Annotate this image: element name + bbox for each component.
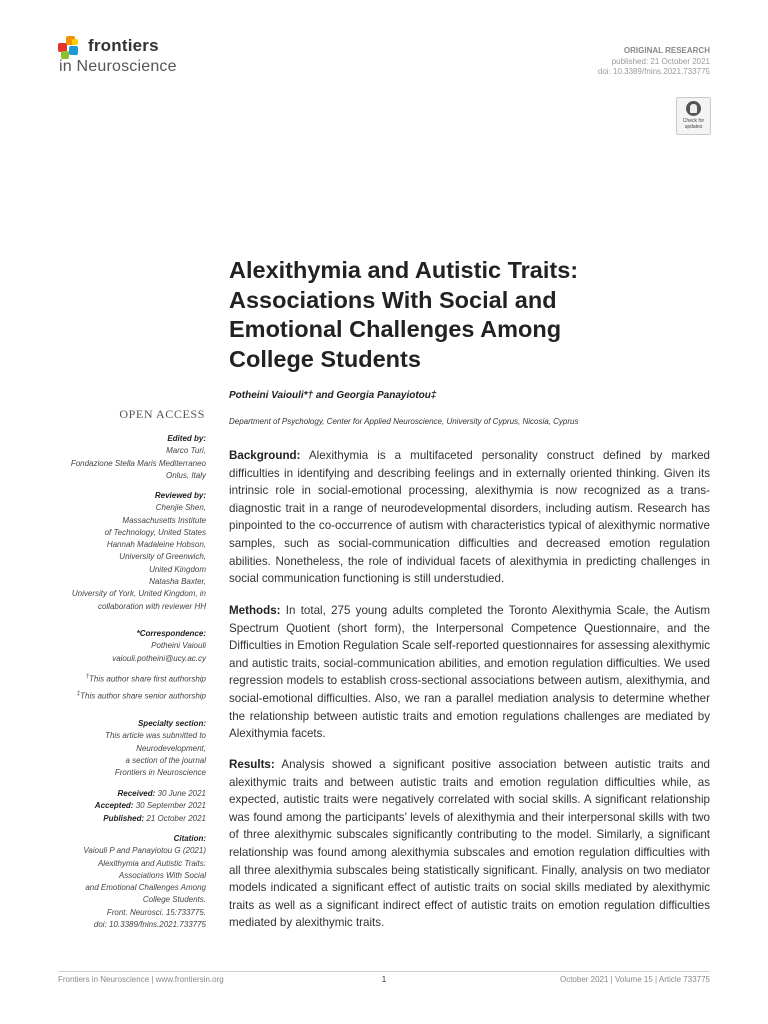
- received-date: 30 June 2021: [157, 789, 206, 798]
- citation-doi[interactable]: doi: 10.3389/fnins.2021.733775: [93, 920, 206, 930]
- check-updates-line2: updates: [684, 124, 703, 130]
- citation-line: Associations With Social: [118, 870, 206, 880]
- journal-logo[interactable]: [58, 34, 228, 80]
- citation-line: Front. Neurosci. 15:733775.: [106, 907, 206, 917]
- abstract-methods: [229, 602, 710, 743]
- editor-line: Fondazione Stella Maris Mediterraneo: [70, 458, 206, 468]
- header-doi[interactable]: doi: 10.3389/fnins.2021.733775: [597, 67, 710, 76]
- footer-divider: [58, 971, 710, 972]
- citation-line: College Students.: [142, 895, 206, 905]
- ddagger-note: This author share senior authorship: [80, 691, 206, 701]
- results-label: Results:: [229, 758, 275, 771]
- abstract-results: [229, 756, 710, 932]
- received-label: Received:: [117, 789, 156, 798]
- reviewer-line: Hannah Madaleine Hobson,: [106, 540, 206, 550]
- background-label: Background:: [229, 449, 301, 462]
- title-line: College Students: [229, 345, 421, 372]
- reviewed-by-label: Reviewed by:: [154, 491, 206, 500]
- affiliation: Department of Psychology, Center for Applied Neuroscience, University of Cyprus, Nicosia, Cyprus: [229, 417, 579, 426]
- footer-volume: October 2021 | Volume 15 | Article 733775: [559, 975, 710, 984]
- title-line: Associations With Social and: [229, 286, 557, 313]
- citation-block: [83, 833, 206, 931]
- title-line: Alexithymia and Autistic Traits:: [229, 257, 579, 283]
- specialty-line: Neurodevelopment,: [136, 743, 206, 753]
- reviewed-by-block: [72, 490, 206, 613]
- reviewer-line: United Kingdom: [149, 564, 206, 574]
- reviewer-line: Natasha Baxter,: [149, 577, 206, 587]
- ddagger-mark: ‡: [76, 691, 81, 697]
- editor-line: Onlus, Italy: [165, 470, 206, 480]
- reviewer-line: Chenjie Shen,: [155, 503, 206, 513]
- reviewer-line: collaboration with reviewer HH: [97, 601, 206, 611]
- correspondence-email[interactable]: vaiouli.potheini@ucy.ac.cy: [112, 653, 206, 663]
- reviewer-line: Massachusetts Institute: [122, 515, 206, 525]
- methods-text: In total, 275 young adults completed the Toronto Alexithymia Scale, the Autism Spectrum Quotient (short form), the Interpersonal Competence Questionnaire, and the Difficulties in Emotion Regulation Scale self-reported questionnaires for assessing alexithymic and autistic traits, social-communication abilities, and emotion regulation difficulties. We used regression models to establish cross-sectional associations between autism, alexithymia, and social-emotional difficulties. Also, we ran a parallel mediation analysis to determine whether the relationship between autistic traits and emotion regulations challenges are mediated by Alexithymia facets.: [229, 604, 710, 741]
- published-date: published: 21 October 2021: [611, 57, 710, 66]
- reviewer-line: of Technology, United States: [104, 527, 206, 537]
- citation-label: Citation:: [173, 834, 206, 843]
- methods-label: Methods:: [229, 604, 281, 617]
- accepted-date: 30 September 2021: [135, 801, 206, 811]
- citation-line: Vaiouli P and Panayiotou G (2021): [83, 846, 206, 856]
- author-list[interactable]: Potheini Vaiouli*† and Georgia Panayiotou‡: [229, 390, 437, 401]
- background-text: Alexithymia is a multifaceted personality construct defined by marked difficulties in identifying and describing feelings and in externally oriented thinking. Given its intrinsic role in social-emotional processing, alexithymia is now recognized as a trans-diagnostic trait in a range of neurodevelopmental disorders, including autism. Research has pinpointed to the co-occurrence of autism with characteristics typical of alexithymic normative samples, such as social-communication difficulties and decreased emotion regulation abilities. Nonetheless, the role of individual facets of alexithymia in predicting challenges in social communication functioning is still understudied.: [229, 449, 710, 586]
- accepted-label: Accepted:: [94, 801, 134, 811]
- specialty-line: a section of the journal: [125, 755, 206, 765]
- specialty-line: This article was submitted to: [105, 731, 206, 741]
- specialty-line: Frontiers in Neuroscience: [114, 768, 206, 778]
- abstract-background: [229, 447, 710, 588]
- specialty-label: Specialty section:: [137, 719, 206, 728]
- results-text: Analysis showed a significant positive association between autistic traits and alexithymic traits and between autistic traits and emotion regulation difficulties while, as expected, autistic traits were negatively correlated with social skills. A significant relationship was found among the participants’ levels of alexithymia and their interpersonal skills with two of three alexithymic subscales significantly contributing to the model. Similarly, a significant relationship was found among alexithymia subscales and emotion regulation difficulties with all three alexithymia subscales being statistically significant. Finally, analysis on two mediator models indicated a significant effect of autistic traits on social skills mediated by alexithymic traits as well as a significant indirect effect of autistic traits on emotion regulation difficulties mediated by alexithymic traits.: [229, 758, 710, 930]
- page-number: 1: [381, 975, 387, 984]
- title-line: Emotional Challenges Among: [229, 316, 562, 342]
- check-updates-icon: [686, 101, 701, 116]
- footer-journal[interactable]: Frontiers in Neuroscience | www.frontiersin.org: [58, 975, 224, 984]
- citation-line: and Emotional Challenges Among: [85, 883, 206, 893]
- open-access-label: OPEN ACCESS: [119, 407, 205, 421]
- senior-authorship-note: [77, 688, 206, 703]
- correspondence-block: [112, 628, 206, 665]
- edited-by-label: Edited by:: [167, 434, 206, 443]
- correspondence-name: Potheini Vaiouli: [151, 641, 206, 651]
- correspondence-label: *Correspondence:: [136, 629, 206, 638]
- specialty-section-block: [105, 718, 206, 779]
- published-label: Published:: [103, 813, 145, 823]
- check-updates-line1: Check for: [682, 118, 705, 124]
- logo-word-frontiers: frontiers: [88, 36, 159, 55]
- editor-line: Marco Turi,: [166, 446, 206, 456]
- frontiers-logo-icon: [58, 36, 80, 60]
- article-type: ORIGINAL RESEARCH: [623, 46, 710, 55]
- reviewer-line: University of York, United Kingdom, in: [71, 589, 206, 599]
- reviewer-line: University of Greenwich,: [119, 552, 206, 562]
- article-title: [229, 256, 699, 374]
- edited-by-block: [71, 433, 206, 482]
- citation-line: Alexithymia and Autistic Traits:: [97, 858, 206, 868]
- first-authorship-note: [86, 671, 206, 686]
- dagger-note: This author share first authorship: [89, 674, 206, 684]
- dagger-mark: †: [85, 674, 90, 680]
- dates-block: [95, 788, 206, 825]
- published-date-side: 21 October 2021: [146, 813, 206, 823]
- logo-word-journal: in Neuroscience: [59, 58, 177, 75]
- check-for-updates-badge[interactable]: [676, 97, 711, 135]
